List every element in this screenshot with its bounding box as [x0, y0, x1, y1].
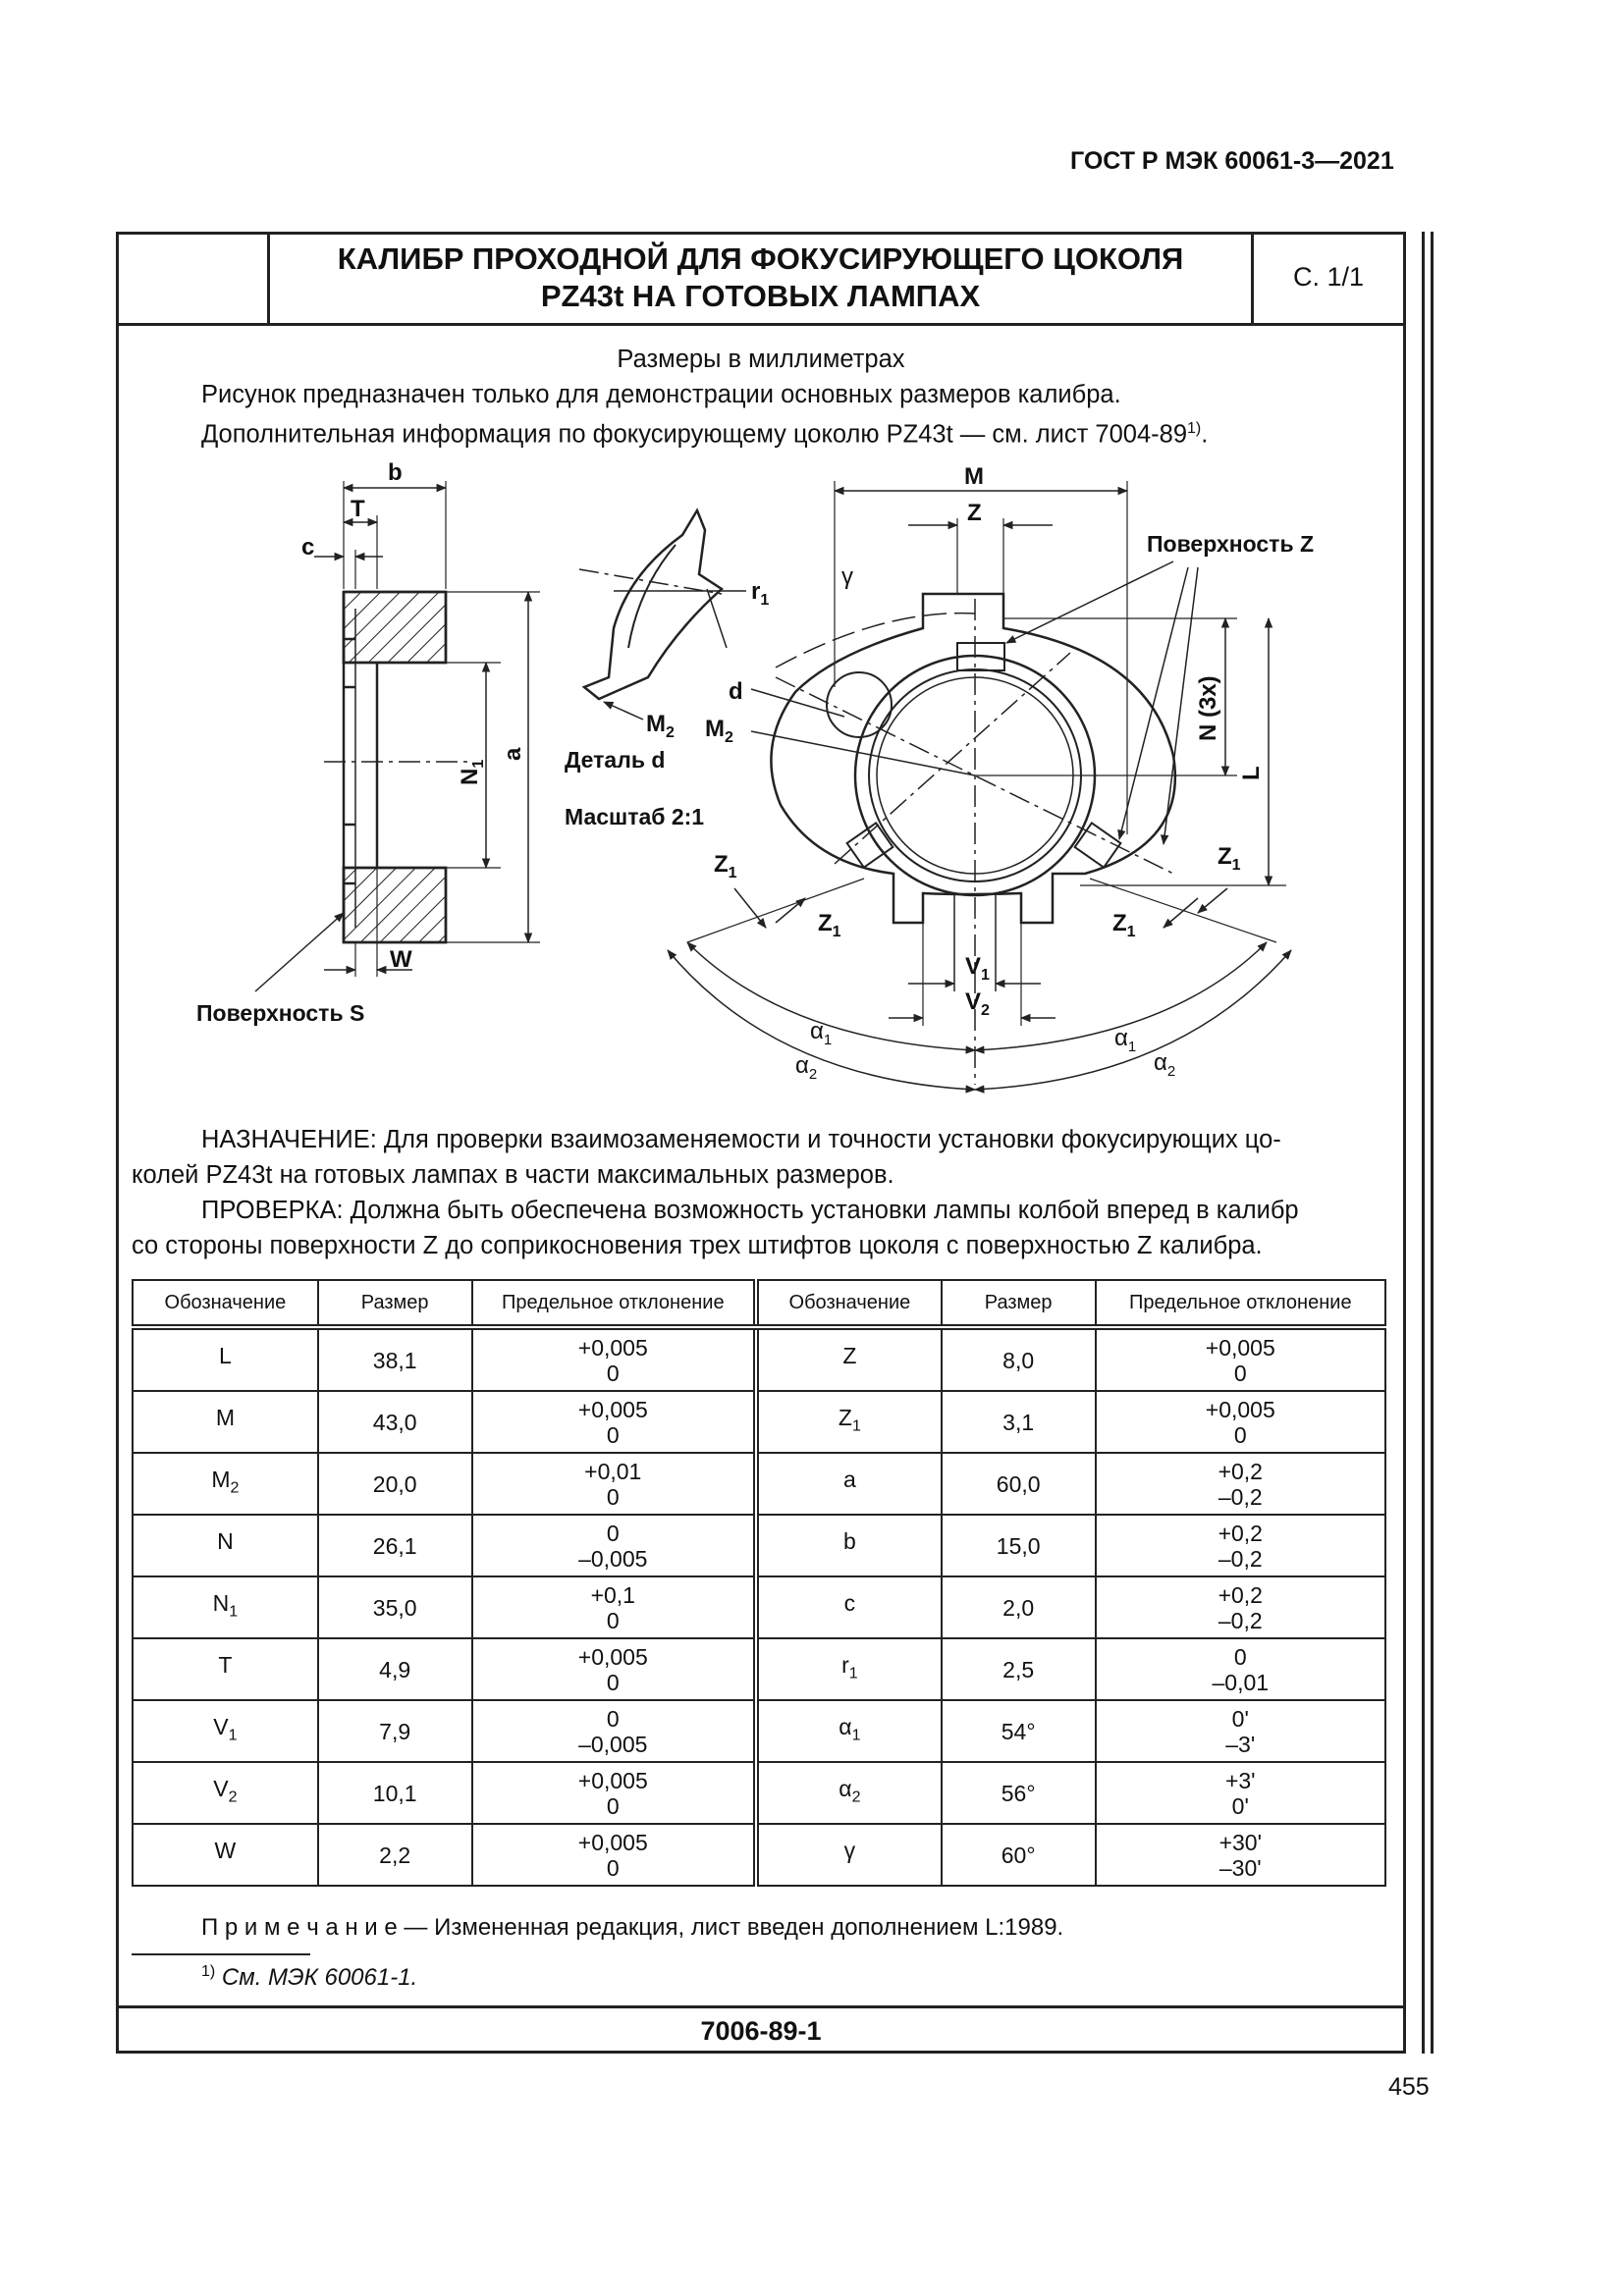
tolerance-cell: +0,2 –0,2: [1096, 1453, 1385, 1515]
label-gamma: γ: [841, 563, 853, 590]
size-cell: 54°: [942, 1700, 1096, 1762]
symbol-cell: $\alpha_1$: [756, 1700, 942, 1762]
detail-outline: [584, 510, 722, 699]
symbol-cell: $\alpha_2$: [756, 1762, 942, 1824]
label-surface-s: Поверхность S: [196, 1000, 365, 1026]
column-header: Размер: [942, 1280, 1096, 1327]
label-Z1-right-top: $Z_1$: [1218, 843, 1241, 874]
symbol-cell: $Z_1$: [756, 1391, 942, 1453]
tolerance-cell: 0 –0,005: [472, 1700, 756, 1762]
size-cell: 3,1: [942, 1391, 1096, 1453]
detail-m2-leader: [604, 702, 643, 720]
tolerance-cell: 0' –3': [1096, 1700, 1385, 1762]
table-row: [133, 1515, 1385, 1576]
size-cell: 8,0: [942, 1327, 1096, 1391]
tolerance-cell: +0,005 0: [1096, 1327, 1385, 1391]
label-T: T: [351, 496, 365, 522]
tolerance-cell: +30' –30': [1096, 1824, 1385, 1886]
leader-surface-z-3: [1164, 567, 1198, 844]
leader-d: [751, 689, 844, 717]
detail-label-r1: $r_1$: [751, 578, 770, 609]
dimensions-table: [132, 1279, 1386, 1887]
size-cell: 20,0: [318, 1453, 472, 1515]
size-cell: 60,0: [942, 1453, 1096, 1515]
purpose-paragraph: [201, 1122, 1394, 1157]
symbol-cell: N: [133, 1515, 318, 1576]
purpose-line-2: колей PZ43t на готовых лампах в части максимальных размеров.: [132, 1161, 894, 1189]
footnote-mark: 1): [201, 1963, 216, 1980]
label-alpha1-left: $\alpha_1$: [810, 1018, 833, 1048]
table-row: [133, 1638, 1385, 1700]
column-header: Предельное отклонение: [472, 1280, 756, 1327]
left-slot: [847, 823, 893, 867]
symbol-cell: T: [133, 1638, 318, 1700]
tolerance-cell: 0 –0,005: [472, 1515, 756, 1576]
size-cell: 60°: [942, 1824, 1096, 1886]
table-row: [133, 1453, 1385, 1515]
sheet-code: 7006-89-1: [700, 2015, 822, 2046]
check-line-1: ПРОВЕРКА: Должна быть обеспечена возможность установки лампы колбой вперед в калибр: [201, 1197, 1299, 1224]
symbol-cell: Z: [756, 1327, 942, 1391]
label-Z1-left-bottom: $Z_1$: [818, 910, 841, 940]
detail-r1-leader: [707, 589, 727, 648]
label-alpha2-right: $\alpha_2$: [1154, 1049, 1176, 1080]
column-header: Обозначение: [756, 1280, 942, 1327]
table-row: [133, 1762, 1385, 1824]
tolerance-cell: +0,005 0: [472, 1762, 756, 1824]
label-a: a: [500, 747, 526, 761]
sheet-number: С. 1/1: [1292, 262, 1365, 292]
intro-line-2-text: Дополнительная информация по фокусирующему цоколю PZ43t — см. лист 7004-89: [201, 420, 1188, 449]
tolerance-cell: +0,005 0: [472, 1638, 756, 1700]
label-d: d: [729, 678, 743, 705]
dim-Z1-right-2: [1198, 888, 1227, 913]
symbol-cell: $N_1$: [133, 1576, 318, 1638]
intro-line-1: Рисунок предназначен только для демонстрации основных размеров калибра.: [201, 381, 1121, 408]
symbol-cell: $V_1$: [133, 1700, 318, 1762]
tolerance-cell: +0,2 –0,2: [1096, 1515, 1385, 1576]
label-L: L: [1238, 766, 1265, 780]
footnote-ref: 1): [1187, 420, 1202, 437]
intro-line-2-end: .: [1201, 420, 1209, 449]
tolerance-cell: +0,005 0: [472, 1824, 756, 1886]
column-header: Размер: [318, 1280, 472, 1327]
label-W: W: [390, 946, 412, 973]
size-cell: 35,0: [318, 1576, 472, 1638]
label-Z1-right-bottom: $Z_1$: [1112, 910, 1136, 940]
footnote-separator: [132, 1953, 310, 1955]
purpose-line-1: НАЗНАЧЕНИЕ: Для проверки взаимозаменяемости и точности установки фокусирующих цо-: [201, 1126, 1281, 1153]
label-V1: $V_1$: [965, 953, 990, 984]
label-scale: Масштаб 2:1: [565, 804, 705, 829]
label-surface-z: Поверхность Z: [1147, 531, 1315, 557]
size-cell: 7,9: [318, 1700, 472, 1762]
tolerance-cell: 0 –0,01: [1096, 1638, 1385, 1700]
table-header: [133, 1280, 1385, 1327]
dim-Z1-right-1: [1164, 898, 1198, 928]
size-cell: 38,1: [318, 1327, 472, 1391]
section-view: [255, 481, 540, 991]
leader-surface-z-2: [1119, 567, 1188, 839]
size-cell: 2,0: [942, 1576, 1096, 1638]
symbol-cell: $V_2$: [133, 1762, 318, 1824]
tolerance-cell: +3' 0': [1096, 1762, 1385, 1824]
tolerance-cell: +0,005 0: [1096, 1391, 1385, 1453]
standard-number: ГОСТ Р МЭК 60061-3—2021: [1070, 147, 1394, 175]
note-label: П р и м е ч а н и е: [201, 1914, 398, 1941]
label-alpha1-right: $\alpha_1$: [1114, 1025, 1137, 1055]
size-cell: 26,1: [318, 1515, 472, 1576]
symbol-cell: c: [756, 1576, 942, 1638]
table-row: [133, 1391, 1385, 1453]
size-cell: 2,5: [942, 1638, 1096, 1700]
label-Z1-left-top: $Z_1$: [714, 851, 737, 881]
label-M: M: [964, 463, 984, 490]
size-cell: 56°: [942, 1762, 1096, 1824]
label-M2: $M_2$: [705, 716, 733, 746]
label-b: b: [388, 459, 403, 486]
symbol-cell: M: [133, 1391, 318, 1453]
column-header: Обозначение: [133, 1280, 318, 1327]
size-cell: 15,0: [942, 1515, 1096, 1576]
note: [201, 1914, 1063, 1942]
section-bottom-hatch: [344, 868, 446, 942]
check-line-2: со стороны поверхности Z до соприкосновения трех штифтов цоколя с поверхностью Z калибра.: [132, 1232, 1263, 1259]
symbol-cell: a: [756, 1453, 942, 1515]
symbol-cell: L: [133, 1327, 318, 1391]
size-cell: 43,0: [318, 1391, 472, 1453]
symbol-cell: $M_2$: [133, 1453, 318, 1515]
page-number: 455: [1388, 2073, 1430, 2101]
dim-Z1-left-1: [734, 888, 766, 928]
tolerance-cell: +0,1 0: [472, 1576, 756, 1638]
size-cell: 2,2: [318, 1824, 472, 1886]
leader-surface-z-1: [1006, 561, 1173, 643]
label-V2: $V_2$: [965, 988, 990, 1019]
label-alpha2-left: $\alpha_2$: [795, 1052, 818, 1083]
leader-surface-s: [255, 913, 344, 991]
symbol-cell: γ: [756, 1824, 942, 1886]
table-row: [133, 1327, 1385, 1391]
symbol-cell: $r_1$: [756, 1638, 942, 1700]
label-c: c: [301, 534, 315, 561]
detail-view: [579, 510, 746, 720]
tolerance-cell: +0,01 0: [472, 1453, 756, 1515]
table-row: [133, 1700, 1385, 1762]
label-N1: $N_1$: [457, 759, 487, 785]
table-row: [133, 1576, 1385, 1638]
detail-label-m2: $M_2$: [646, 711, 675, 741]
note-text: — Измененная редакция, лист введен дополнением L:1989.: [397, 1914, 1064, 1941]
arc-alpha2-right: [975, 950, 1291, 1090]
tolerance-cell: +0,2 –0,2: [1096, 1576, 1385, 1638]
footnote: [201, 1963, 417, 1992]
label-N3x: N (3x): [1195, 675, 1221, 741]
tolerance-cell: +0,005 0: [472, 1391, 756, 1453]
symbol-cell: W: [133, 1824, 318, 1886]
label-detail-d: Деталь d: [565, 747, 666, 773]
footnote-text: См. МЭК 60061-1.: [215, 1964, 418, 1991]
tolerance-cell: +0,005 0: [472, 1327, 756, 1391]
units-note: Размеры в миллиметрах: [617, 346, 905, 373]
size-cell: 4,9: [318, 1638, 472, 1700]
technical-drawing: [0, 0, 1624, 1139]
label-Z: Z: [967, 500, 982, 526]
title-line-1: КАЛИБР ПРОХОДНОЙ ДЛЯ ФОКУСИРУЮЩЕГО ЦОКОЛЯ: [337, 240, 1184, 276]
title-line-2: PZ43t НА ГОТОВЫХ ЛАМПАХ: [540, 278, 981, 313]
table-row: [133, 1824, 1385, 1886]
detail-d-circle: [827, 672, 892, 737]
size-cell: 10,1: [318, 1762, 472, 1824]
column-header: Предельное отклонение: [1096, 1280, 1385, 1327]
section-top-hatch: [344, 592, 446, 663]
symbol-cell: b: [756, 1515, 942, 1576]
